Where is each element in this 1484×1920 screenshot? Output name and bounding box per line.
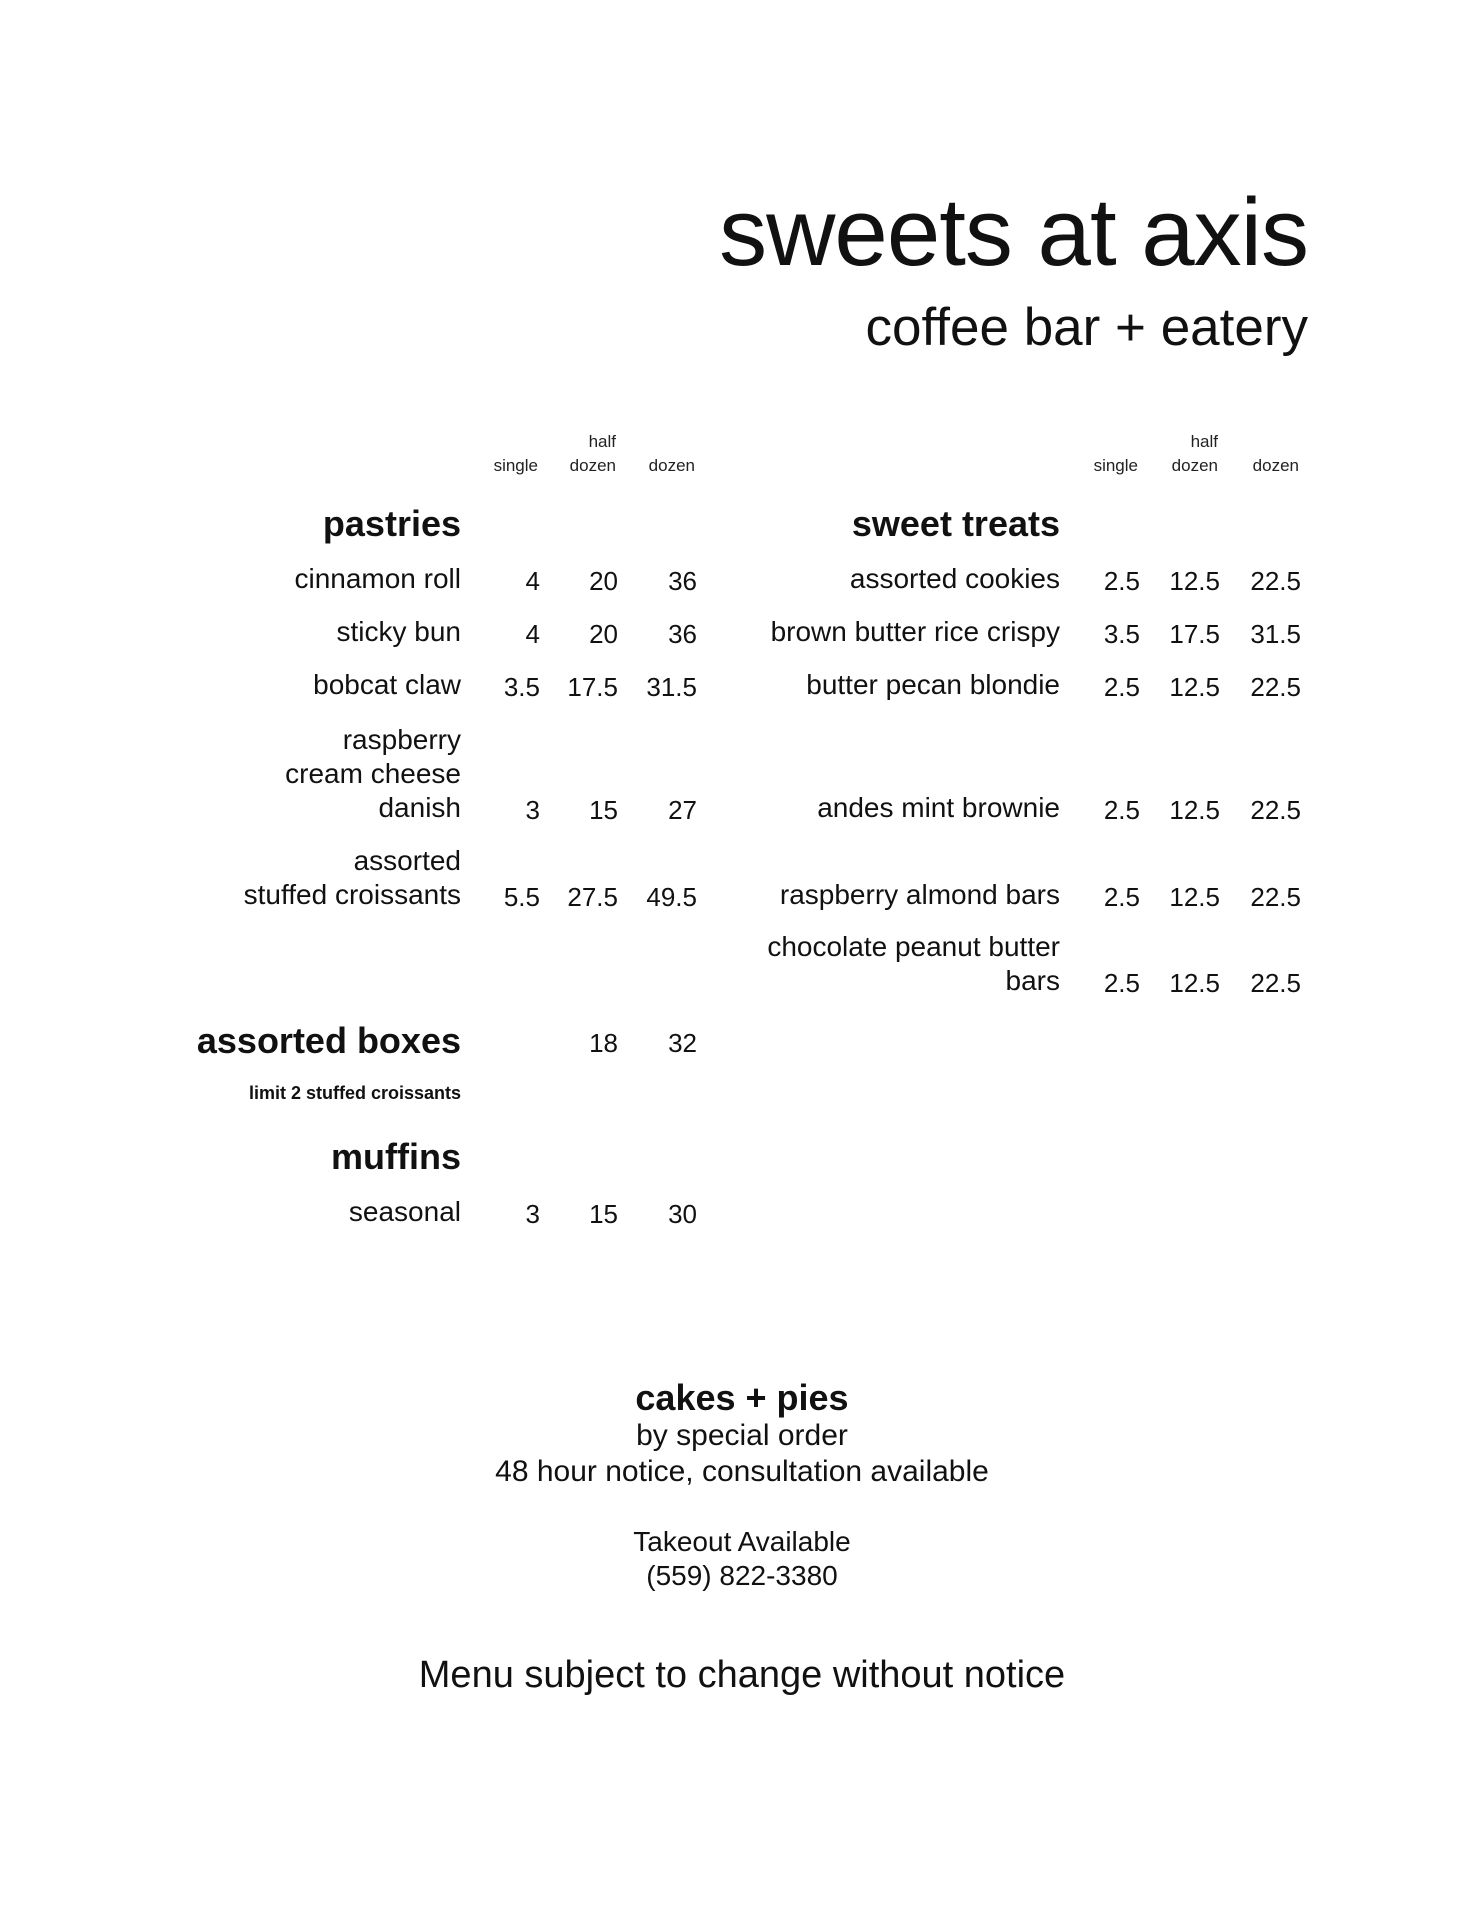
price-dozen: 36 [668,566,697,596]
section-sweet-treats: sweet treats [851,503,1060,544]
item-name-line: danish [378,792,461,823]
price-half-dozen: 12.5 [1169,968,1220,998]
price-single: 3.5 [503,672,540,702]
price-half-dozen: 15 [589,795,618,825]
price-dozen: 31.5 [646,672,697,702]
price-single: 4 [525,619,540,649]
price-half-dozen: 15 [589,1199,618,1229]
item-name-line: cream cheese [285,758,461,789]
price-dozen: 27 [668,795,697,825]
section-cakes-pies: cakes + pies [635,1377,849,1418]
item-name: raspberry almond bars [779,879,1060,910]
price-dozen: 31.5 [1250,619,1301,649]
price-single: 2.5 [1103,672,1140,702]
left-col-half-top: half [588,432,616,451]
boxes-note: limit 2 stuffed croissants [248,1083,461,1103]
price-dozen: 22.5 [1250,968,1301,998]
right-col-single: single [1093,456,1138,475]
price-half-dozen: 17.5 [1169,619,1220,649]
price-dozen: 22.5 [1250,672,1301,702]
menu-title: sweets at axis [719,179,1308,286]
price-half-dozen: 12.5 [1169,795,1220,825]
item-name: butter pecan blondie [806,669,1060,700]
price-dozen: 22.5 [1250,882,1301,912]
price-half-dozen: 27.5 [567,882,618,912]
price-single: 2.5 [1103,882,1140,912]
price-single: 3 [525,795,540,825]
price-single: 2.5 [1103,968,1140,998]
item-name-line: bars [1005,965,1060,996]
price-single: 2.5 [1103,566,1140,596]
price-half-dozen: 12.5 [1169,672,1220,702]
left-col-dozen: dozen [648,456,695,475]
price-half-dozen: 20 [589,619,618,649]
price-single: 4 [525,566,540,596]
item-name-line: raspberry [342,724,461,755]
cakes-special-order: by special order [636,1419,848,1452]
phone-number: (559) 822-3380 [646,1560,838,1591]
price-single: 3.5 [1103,619,1140,649]
item-name-line: assorted [353,845,461,876]
right-col-half-bottom: dozen [1171,456,1218,475]
takeout-note: Takeout Available [633,1526,851,1557]
price-dozen: 22.5 [1250,795,1301,825]
section-pastries: pastries [322,503,461,544]
item-name: cinnamon roll [294,563,461,594]
price-half-dozen: 20 [589,566,618,596]
section-assorted-boxes: assorted boxes [196,1020,461,1061]
cakes-notice: 48 hour notice, consultation available [495,1455,989,1488]
price-dozen: 36 [668,619,697,649]
price-dozen: 32 [668,1028,697,1058]
item-name: andes mint brownie [817,792,1060,823]
item-name: assorted cookies [849,563,1060,594]
item-name-line: chocolate peanut butter [767,931,1060,962]
right-col-dozen: dozen [1252,456,1299,475]
price-dozen: 49.5 [646,882,697,912]
price-half-dozen: 12.5 [1169,566,1220,596]
price-single: 2.5 [1103,795,1140,825]
left-col-half-bottom: dozen [569,456,616,475]
price-dozen: 22.5 [1250,566,1301,596]
price-half-dozen: 18 [589,1028,618,1058]
price-half-dozen: 12.5 [1169,882,1220,912]
item-name: bobcat claw [313,669,461,700]
price-single: 3 [525,1199,540,1229]
item-name: seasonal [348,1196,461,1227]
item-name-line: stuffed croissants [243,879,461,910]
section-muffins: muffins [331,1136,461,1177]
item-name: brown butter rice crispy [770,616,1060,647]
left-col-single: single [493,456,538,475]
menu-subtitle: coffee bar + eatery [865,298,1308,357]
menu-disclaimer: Menu subject to change without notice [418,1654,1066,1696]
price-half-dozen: 17.5 [567,672,618,702]
item-name: sticky bun [336,616,461,647]
price-dozen: 30 [668,1199,697,1229]
price-single: 5.5 [503,882,540,912]
right-col-half-top: half [1190,432,1218,451]
